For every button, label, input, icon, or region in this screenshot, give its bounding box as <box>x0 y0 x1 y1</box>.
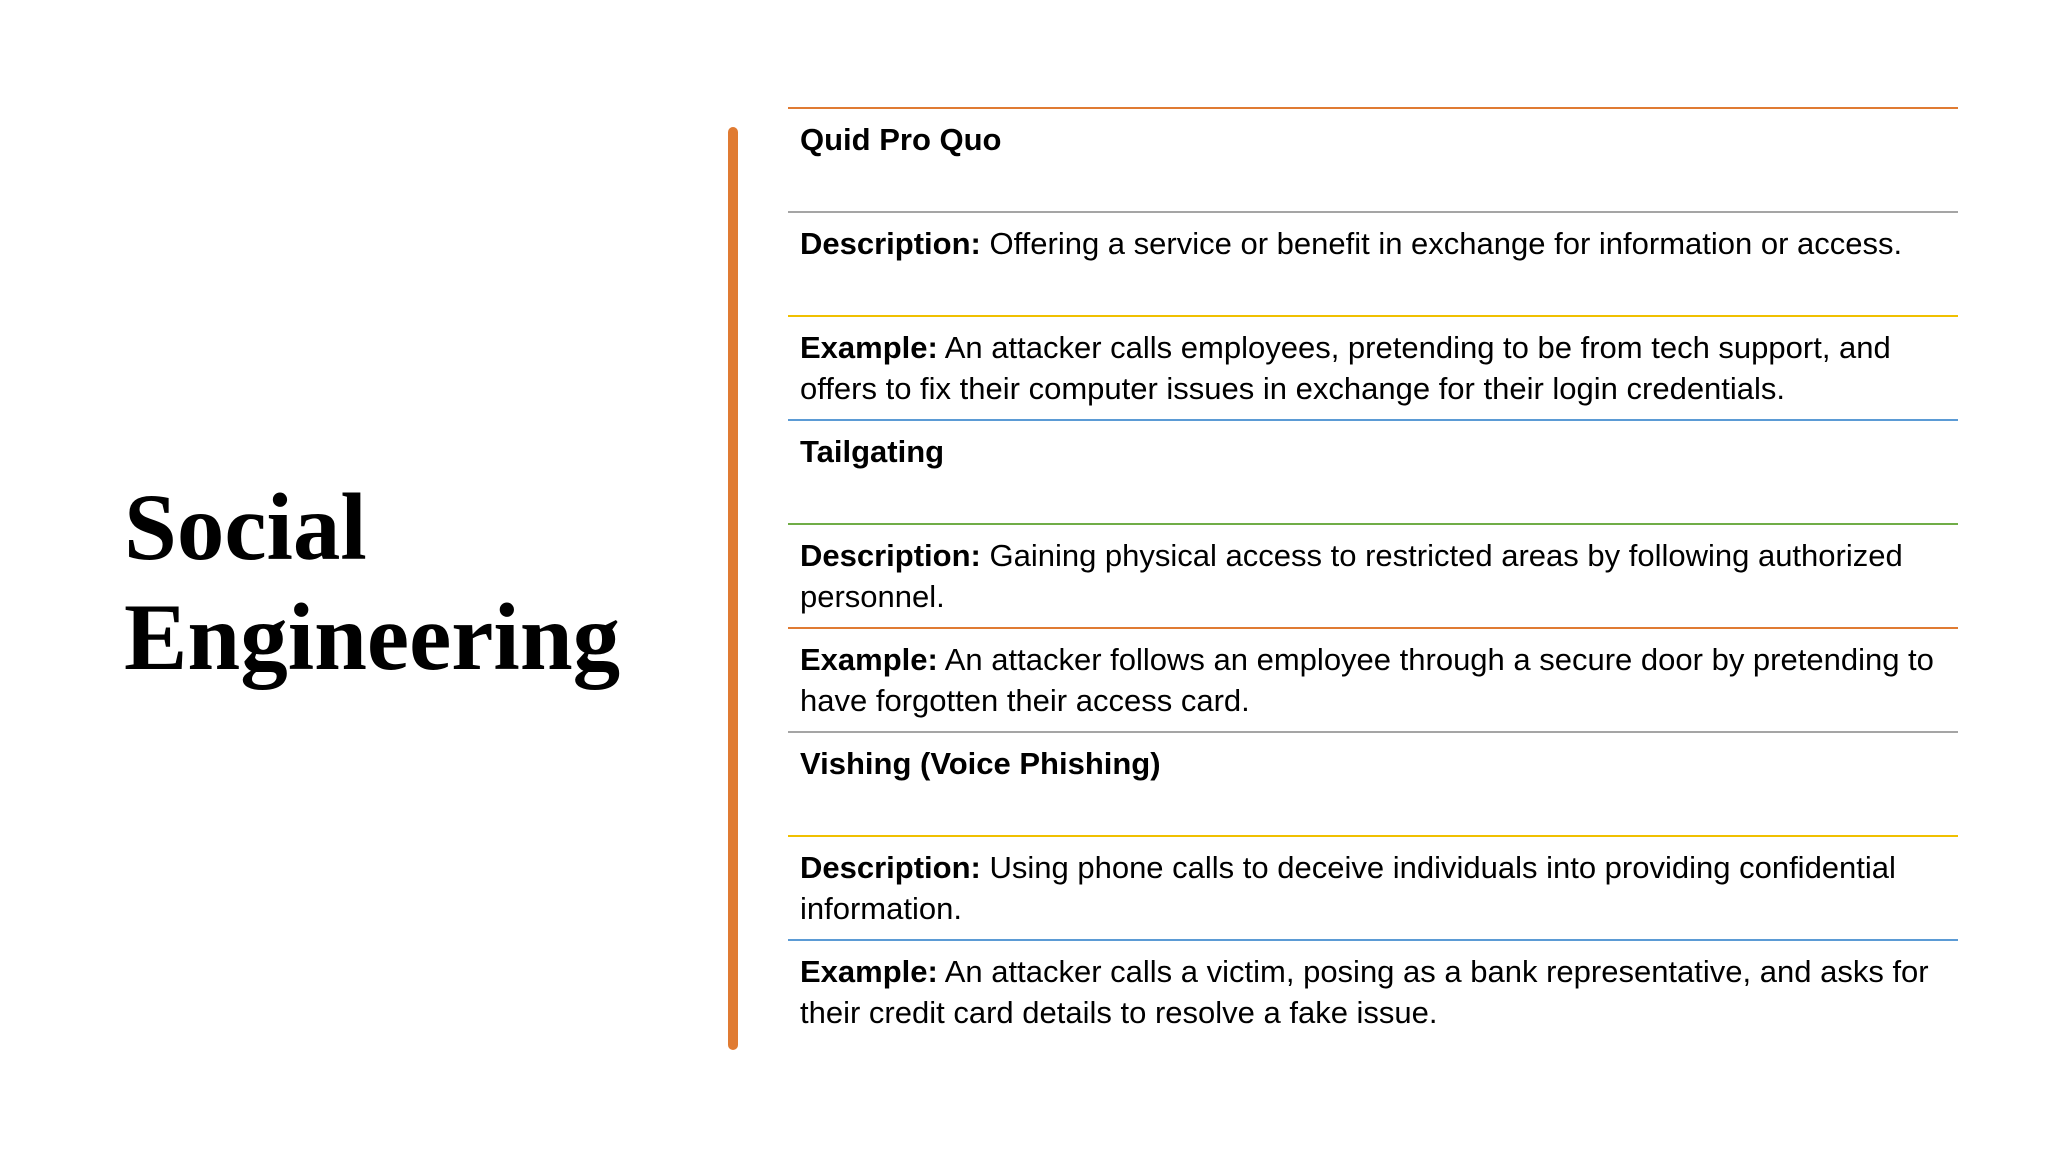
example-text: An attacker follows an employee through a secure door by pretending to have forgotten their access card. <box>800 642 1934 718</box>
description-label: Description: <box>800 538 981 573</box>
example-text: An attacker calls employees, pretending to be from tech support, and offers to fix their computer issues in exchange for their login credentials. <box>800 330 1891 406</box>
list-item <box>788 627 1958 731</box>
description-text: Offering a service or benefit in exchange for information or access. <box>980 226 1903 261</box>
description-label: Description: <box>800 226 981 261</box>
attack-type-heading: Vishing (Voice Phishing) <box>800 746 1161 781</box>
example-label: Example: <box>800 642 938 677</box>
example-text: An attacker calls a victim, posing as a bank representative, and asks for their credit card details to resolve a fake issue. <box>800 954 1929 1030</box>
example-label: Example: <box>800 954 938 989</box>
list-item <box>788 315 1958 419</box>
attack-type-list <box>788 107 1958 1043</box>
attack-type-heading: Quid Pro Quo <box>800 122 1002 157</box>
example-label: Example: <box>800 330 938 365</box>
list-item <box>788 523 1958 627</box>
slide-title: Social Engineering <box>124 474 621 690</box>
list-item <box>788 939 1958 1043</box>
description-label: Description: <box>800 850 981 885</box>
description-text: Gaining physical access to restricted areas by following authorized personnel. <box>800 538 1903 614</box>
list-item <box>788 835 1958 939</box>
description-text: Using phone calls to deceive individuals into providing confidential information. <box>800 850 1896 926</box>
accent-bar <box>728 127 738 1050</box>
list-item <box>788 211 1958 315</box>
attack-type-heading: Tailgating <box>800 434 945 469</box>
list-item <box>788 107 1958 211</box>
list-item <box>788 731 1958 835</box>
list-item <box>788 419 1958 523</box>
